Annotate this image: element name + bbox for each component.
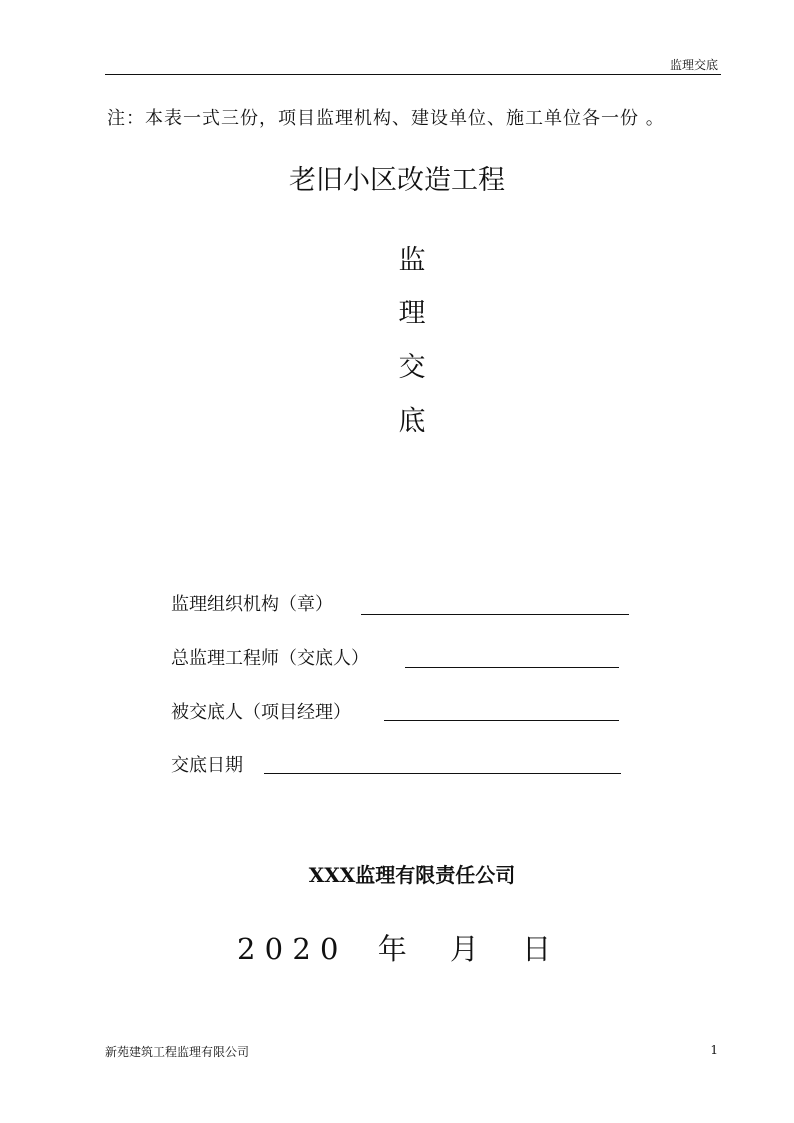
sign-field-label: 被交底人（项目经理）: [171, 702, 351, 723]
page-number: 1: [710, 1043, 718, 1057]
sign-line-recipient[interactable]: [384, 720, 619, 721]
sign-field-label: 总监理工程师（交底人）: [171, 648, 369, 669]
sign-line-supervision-org[interactable]: [361, 614, 629, 615]
document-date: [237, 927, 551, 968]
date-month-unit: 月: [449, 932, 479, 966]
sign-field-date: [171, 751, 243, 777]
sign-line-chief-engineer[interactable]: [405, 667, 619, 668]
distribution-note: 注：本表一式三份，项目监理机构、建设单位、施工单位各一份 。: [107, 108, 665, 129]
document-title-char: 交: [398, 352, 426, 383]
date-day-unit: 日: [522, 932, 552, 966]
document-title-char: 监: [398, 245, 426, 276]
footer-company: 新苑建筑工程监理有限公司: [105, 1045, 250, 1059]
sign-field-recipient: [171, 698, 351, 724]
sign-field-label: 监理组织机构（章）: [171, 594, 333, 615]
header-title: 监理交底: [669, 58, 718, 72]
sign-field-supervision-org: [171, 590, 333, 616]
project-title: 老旧小区改造工程: [289, 165, 505, 196]
document-title-char: 理: [398, 298, 426, 329]
date-year: 2 0 2 0: [237, 932, 339, 966]
header-divider: [105, 74, 721, 75]
sign-field-label: 交底日期: [171, 755, 243, 776]
company-name: XXX监理有限责任公司: [308, 863, 516, 887]
sign-field-chief-engineer: [171, 644, 369, 670]
document-title-char: 底: [398, 406, 426, 437]
date-year-unit: 年: [377, 932, 407, 966]
sign-line-date[interactable]: [264, 773, 621, 774]
